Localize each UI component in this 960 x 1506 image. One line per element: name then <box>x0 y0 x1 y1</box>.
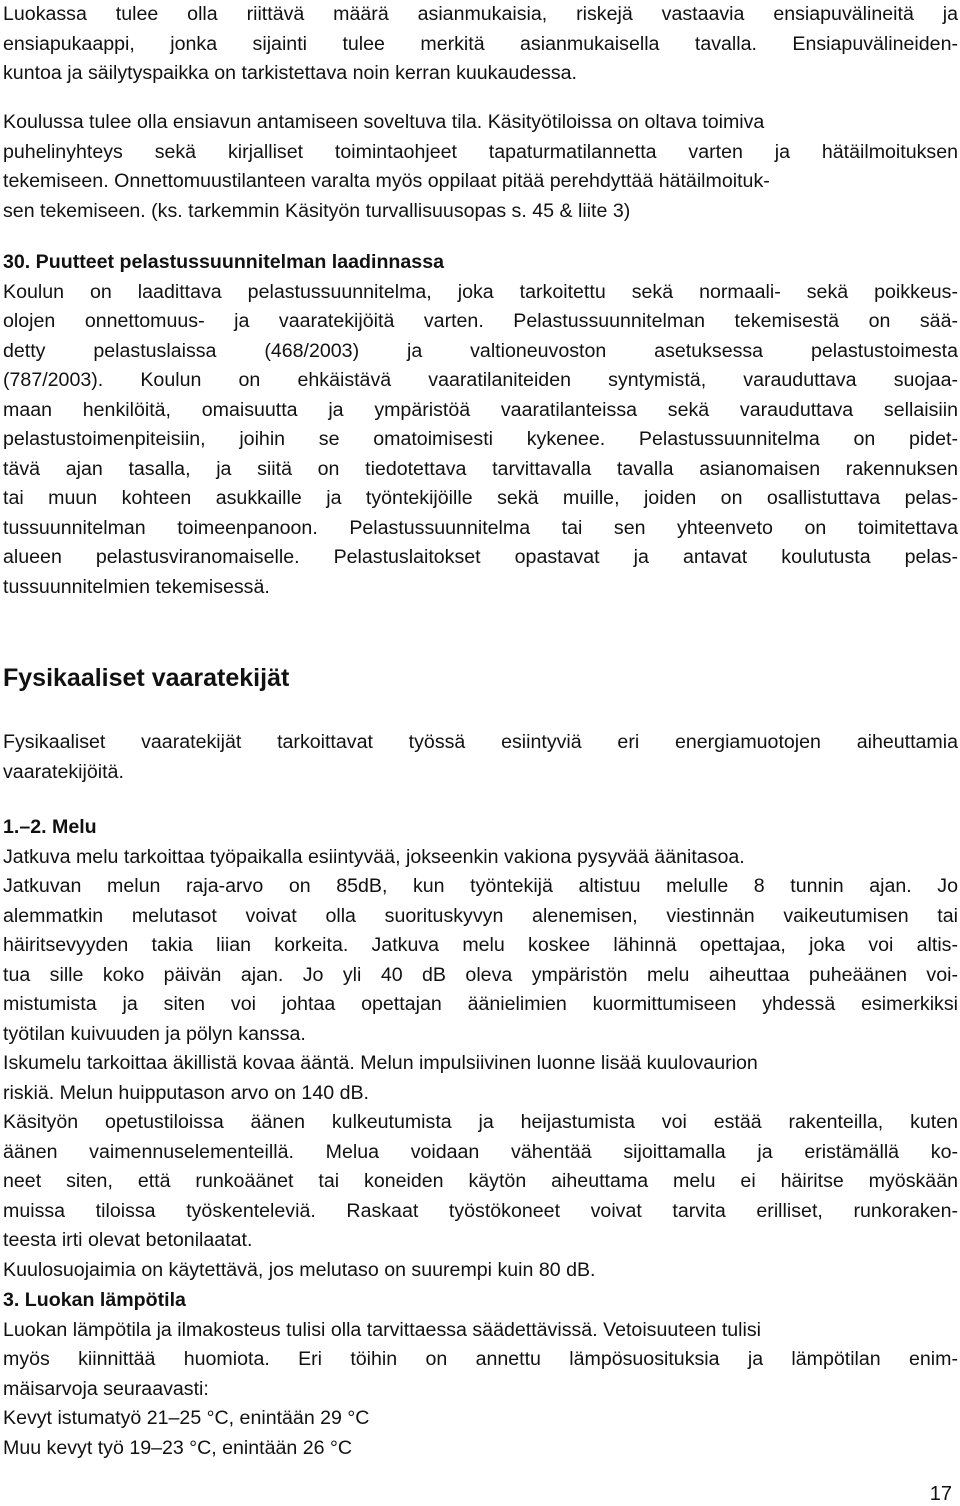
item-30-line: olojen onnettomuus- ja vaaratekijöitä varten. Pelastussuunnitelman tekemisestä on sää- <box>3 310 958 332</box>
room-acoustics-line: Käsityön opetustiloissa äänen kulkeutumista ja heijastumista voi estää rakenteilla, kuten <box>3 1111 958 1133</box>
first-aid-line: Koulussa tulee olla ensiavun antamiseen soveltuva tila. Käsityötiloissa on oltava toimiva <box>3 111 765 133</box>
item-30-line: alueen pelastusviranomaiselle. Pelastuslaitokset opastavat ja antavat koulutusta pelas- <box>3 546 958 568</box>
room-acoustics-line: neet siten, että runkoäänet tai koneiden käytön aiheuttama melu ei häiritse myöskään <box>3 1170 958 1192</box>
noise-line: häiritsevyyden takia liian korkeita. Jatkuva melu koskee lähinnä opettajaa, joka voi altis- <box>3 934 958 956</box>
temperature-heading: 3. Luokan lämpötila <box>3 1289 186 1311</box>
item-30-line: tussuunnitelman toimeenpanoon. Pelastussuunnitelma tai sen yhteenveto on toimitettava <box>3 516 958 539</box>
item-30-line: Koulun on laadittava pelastussuunnitelma, joka tarkoitettu sekä normaali- sekä poikkeus- <box>3 280 958 303</box>
section-heading: Fysikaaliset vaaratekijät <box>3 664 290 692</box>
section-intro-line: Fysikaaliset vaaratekijät tarkoittavat työssä esiintyviä eri energiamuotojen aiheuttamia <box>3 731 958 753</box>
first-aid-line: puhelinyhteys sekä kirjalliset toimintaohjeet tapaturmatilannetta varten ja hätäilmoituksen <box>3 140 958 163</box>
temperature-line: mäisarvoja seuraavasti: <box>3 1377 209 1400</box>
item-30-line: detty pelastuslaissa (468/2003) ja valtioneuvoston asetuksessa pelastustoimesta <box>3 339 958 362</box>
item-30-line: tai muun kohteen asukkaille ja työntekijöille sekä muille, joiden on osallistuttava pelas- <box>3 487 958 509</box>
temperature-line: Luokan lämpötila ja ilmakosteus tulisi olla tarvittaessa säädettävissä. Vetoisuuteen tulisi <box>3 1318 762 1341</box>
intro-line: ensiapukaappi, jonka sijainti tulee merkitä asianmukaisella tavalla. Ensiapuvälineiden- <box>3 32 958 55</box>
room-acoustics-line: teesta irti olevat betonilaatat. <box>3 1229 253 1251</box>
item-30-line: tussuunnitelmien tekemisessä. <box>3 575 270 598</box>
noise-line: Jatkuva melu tarkoittaa työpaikalla esiintyvää, jokseenkin vakiona pysyvää äänitasoa. <box>3 845 745 868</box>
noise-heading: 1.–2. Melu <box>3 816 97 838</box>
item-30-line: maan henkilöitä, omaisuutta ja ympäristöä vaaratilanteissa sekä varauduttava sellaisiin <box>3 398 958 421</box>
first-aid-line: sen tekemiseen. (ks. tarkemmin Käsityön turvallisuusopas s. 45 & liite 3) <box>3 199 631 222</box>
first-aid-room-paragraph <box>3 108 958 226</box>
section-intro-line: vaaratekijöitä. <box>3 760 124 783</box>
noise-line: mistumista ja siten voi johtaa opettajan äänielimien kuormittumiseen yhdessä esimerkiksi <box>3 993 958 1015</box>
noise-line: työtilan kuivuuden ja pölyn kanssa. <box>3 1022 306 1045</box>
noise-line: alemmatkin melutasot voivat olla suorituskyvyn alenemisen, viestinnän vaikeutumisen tai <box>3 904 958 927</box>
room-acoustics-line: muissa tiloissa työskenteleviä. Raskaat työstökoneet voivat tarvita erilliset, runkoraken- <box>3 1199 958 1222</box>
room-acoustics-line: äänen vaimennuselementeillä. Melua voidaan vähentää sijoittamalla ja eristämällä ko- <box>3 1140 958 1163</box>
temperature-section <box>3 1286 958 1463</box>
impulse-noise-line: Iskumelu tarkoittaa äkillistä kovaa ääntä. Melun impulsiivinen luonne lisää kuulovaurion <box>3 1052 758 1074</box>
item-30-section <box>3 248 958 602</box>
item-30-line: tävä ajan tasalla, ja siitä on tiedotettava tarvittavalla tavalla asianomaisen rakennuksen <box>3 457 958 480</box>
intro-line: Luokassa tulee olla riittävä määrä asianmukaisia, riskejä vastaavia ensiapuvälineitä ja <box>3 3 958 25</box>
light-sitting-work-line: Kevyt istumatyö 21–25 °C, enintään 29 °C <box>3 1407 370 1429</box>
page-number: 17 <box>929 1483 952 1505</box>
temperature-line: myös kiinnittää huomiota. Eri töihin on annettu lämpösuosituksia ja lämpötilan enim- <box>3 1348 958 1370</box>
item-30-line: pelastustoimenpiteisiin, joihin se omatoimisesti kykenee. Pelastussuunnitelma on pidet- <box>3 428 958 450</box>
hearing-protection-line: Kuulosuojaimia on käytettävä, jos melutaso on suurempi kuin 80 dB. <box>3 1258 596 1281</box>
item-30-line: (787/2003). Koulun on ehkäistävä vaaratilaniteiden syntymistä, varauduttava suojaa- <box>3 369 958 391</box>
intro-paragraph <box>3 0 958 89</box>
noise-section <box>3 813 958 1285</box>
other-light-work-line: Muu kevyt työ 19–23 °C, enintään 26 °C <box>3 1436 352 1459</box>
impulse-noise-line: riskiä. Melun huipputason arvo on 140 dB. <box>3 1081 369 1104</box>
section-intro-paragraph <box>3 728 958 787</box>
first-aid-line: tekemiseen. Onnettomuustilanteen varalta myös oppilaat pitää perehdyttää hätäilmoituk- <box>3 170 770 192</box>
noise-line: Jatkuvan melun raja-arvo on 85dB, kun työntekijä altistuu melulle 8 tunnin ajan. Jo <box>3 875 958 897</box>
noise-line: tua sille koko päivän ajan. Jo yli 40 dB oleva ympäristön melu aiheuttaa puheäänen voi- <box>3 963 958 986</box>
item-30-heading: 30. Puutteet pelastussuunnitelman laadinnassa <box>3 251 444 273</box>
intro-line: kuntoa ja säilytyspaikka on tarkistettava noin kerran kuukaudessa. <box>3 62 577 84</box>
